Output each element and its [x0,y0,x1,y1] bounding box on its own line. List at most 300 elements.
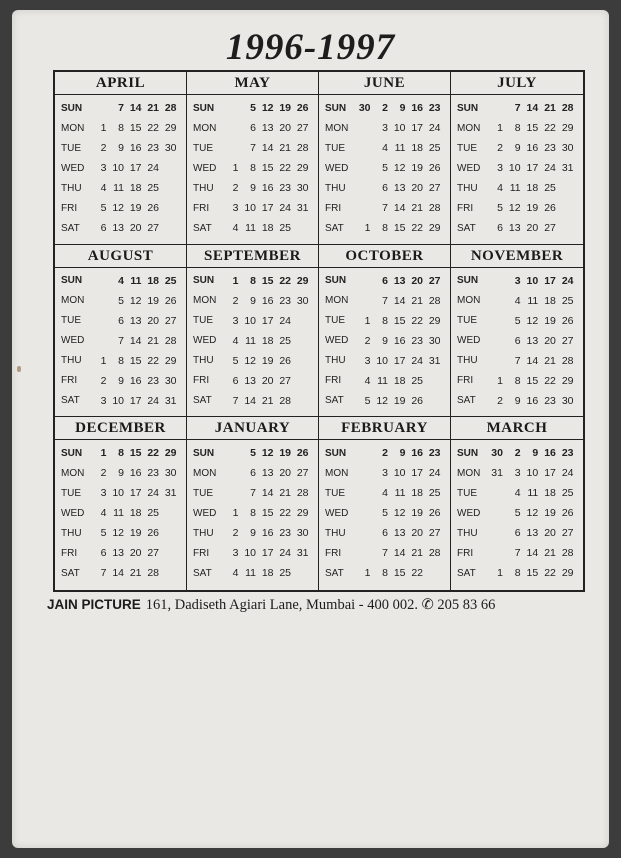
weekday-label: THU [193,527,214,539]
weekday-row [193,331,312,351]
month-april [55,72,187,245]
date-cell: 2 [100,142,107,154]
date-cell: 20 [279,122,291,134]
date-cell: 18 [261,334,274,347]
date-cell: 4 [382,142,388,154]
month-name: NOVEMBER [451,245,583,268]
month-name: MAY [187,72,318,95]
date-cell: 2 [100,374,107,387]
weekday-label: TUE [325,315,345,327]
date-cell: 16 [393,334,406,347]
weekday-row [193,271,312,291]
date-cell: 29 [296,507,309,520]
date-cell: 26 [296,102,309,114]
date-cell: 31 [491,467,503,480]
date-cell: 17 [544,274,556,287]
date-cell: 13 [526,334,539,347]
date-cell: 1 [364,314,371,327]
weekday-label: SAT [325,567,344,579]
date-cell: 30 [164,467,177,480]
weekday-label: SAT [325,222,344,234]
date-cell: 16 [129,374,142,387]
date-cell: 27 [164,314,177,327]
date-cell: 21 [129,567,142,580]
date-cell: 24 [561,274,574,287]
date-cell: 2 [364,334,371,347]
date-cell: 28 [561,102,574,114]
date-cell: 29 [561,122,574,134]
weekday-row [193,483,312,503]
date-cell: 14 [393,547,406,560]
date-cell: 15 [261,274,274,287]
weekday-label: MON [325,122,349,134]
date-cell: 16 [129,467,142,480]
weekday-label: FRI [61,375,78,387]
date-cell: 25 [147,507,159,520]
date-cell: 6 [250,122,256,134]
date-cell: 10 [508,162,521,174]
date-cell: 15 [129,447,142,460]
date-cell: 31 [296,547,309,560]
month-name: JUNE [319,72,450,95]
date-cell: 28 [561,354,574,367]
weekday-row [61,218,180,238]
date-cell: 21 [411,294,423,307]
date-cell: 15 [393,567,406,580]
date-cell: 31 [164,394,177,407]
weekday-label: WED [457,335,481,347]
date-cell: 10 [112,487,124,500]
month-march [451,417,583,590]
date-cell: 29 [164,122,177,134]
month-october [319,245,451,418]
date-cell: 27 [428,274,441,287]
date-cell: 28 [561,547,574,560]
month-june [319,72,451,245]
date-cell: 5 [514,314,521,327]
date-cell: 9 [514,142,521,154]
date-cell: 1 [100,122,107,134]
date-cell: 10 [526,274,539,287]
weekday-row [61,443,180,463]
date-cell: 4 [232,334,239,347]
weekday-label: SAT [325,395,344,407]
weekday-label: TUE [457,487,477,499]
weekday-row [61,543,180,563]
date-cell: 19 [129,202,142,214]
date-cell: 9 [118,467,124,480]
date-cell: 1 [100,447,107,460]
date-cell: 6 [382,182,388,194]
weekday-label: TUE [61,487,81,499]
date-cell: 10 [526,467,539,480]
weekday-label: THU [61,527,82,539]
date-cell: 9 [250,294,256,307]
date-cell: 18 [544,294,556,307]
weekday-row [61,118,180,138]
weekday-row [325,543,444,563]
date-cell: 25 [428,142,441,154]
weekday-label: THU [325,355,346,367]
weekday-row [325,463,444,483]
date-cell: 27 [296,122,309,134]
date-cell: 27 [561,527,574,540]
date-cell: 15 [261,507,274,520]
weekday-label: TUE [193,142,213,154]
date-cell: 23 [561,447,574,460]
date-cell: 17 [261,547,274,560]
ink-spot [17,366,21,372]
date-cell: 7 [118,102,124,114]
date-cell: 25 [428,487,441,500]
date-cell: 18 [147,274,159,287]
date-cell: 30 [296,182,309,194]
date-cell: 24 [561,467,574,480]
date-cell: 29 [164,447,177,460]
date-cell: 12 [526,314,539,327]
month-name: DECEMBER [55,417,186,440]
date-cell: 30 [164,374,177,387]
weekday-label: SUN [325,102,347,114]
date-cell: 20 [526,222,539,234]
month-name: OCTOBER [319,245,450,268]
date-cell: 12 [393,162,406,174]
date-cell: 17 [393,354,406,367]
date-cell: 21 [279,487,291,500]
weekday-row [457,218,577,238]
date-cell: 28 [164,334,177,347]
weekday-label: THU [457,355,478,367]
date-cell: 30 [164,142,177,154]
date-cell: 15 [526,567,539,580]
date-cell: 25 [164,274,177,287]
weekday-row [457,503,577,523]
weekday-row [457,98,577,118]
month-name: MARCH [451,417,583,440]
date-cell: 22 [147,122,159,134]
date-cell: 27 [544,222,556,234]
weekday-label: MON [193,122,217,134]
weekday-row [193,118,312,138]
date-cell: 6 [514,334,521,347]
date-cell: 14 [112,567,124,580]
date-cell: 3 [497,162,503,174]
date-cell: 24 [411,354,423,367]
date-cell: 28 [428,202,441,214]
date-cell: 8 [514,374,521,387]
date-cell: 11 [245,567,256,580]
weekday-row [457,331,577,351]
date-cell: 5 [250,447,256,460]
date-cell: 19 [393,394,406,407]
month-name: FEBRUARY [319,417,450,440]
date-cell: 6 [382,527,388,540]
weekday-label: WED [457,162,481,174]
weekday-label: WED [193,507,217,519]
date-cell: 10 [112,162,124,174]
date-cell: 27 [561,334,574,347]
date-cell: 30 [561,394,574,407]
date-cell: 19 [279,447,291,460]
date-cell: 21 [411,202,423,214]
weekday-row [457,391,577,411]
weekday-label: THU [457,182,478,194]
date-cell: 24 [428,122,441,134]
date-cell: 30 [296,294,309,307]
weekday-row [193,391,312,411]
weekday-label: THU [193,355,214,367]
date-cell: 28 [164,102,177,114]
weekday-row [457,543,577,563]
date-cell: 3 [514,467,521,480]
weekday-label: SAT [61,222,80,234]
date-cell: 29 [561,374,574,387]
weekday-row [325,391,444,411]
date-cell: 23 [147,142,159,154]
weekday-row [457,291,577,311]
weekday-label: FRI [193,375,210,387]
weekday-row [325,351,444,371]
date-cell: 14 [261,487,274,500]
month-may [187,72,319,245]
date-cell: 20 [544,527,556,540]
weekday-row [61,563,180,583]
weekday-row [325,443,444,463]
date-cell: 2 [232,294,239,307]
weekday-label: MON [457,122,481,134]
weekday-row [325,291,444,311]
weekday-label: MON [193,295,217,307]
date-cell: 14 [129,102,142,114]
date-cell: 19 [411,162,423,174]
date-cell: 8 [382,222,388,234]
weekday-row [457,563,577,583]
weekday-label: WED [61,507,85,519]
date-cell: 25 [411,374,423,387]
date-cell: 27 [147,222,159,234]
weekday-row [325,218,444,238]
weekday-row [61,371,180,391]
weekday-label: SUN [193,102,215,114]
date-cell: 5 [250,102,256,114]
date-cell: 12 [526,507,539,520]
date-cell: 6 [100,547,107,560]
date-cell: 10 [393,467,406,480]
date-cell: 1 [497,374,503,387]
date-cell: 26 [428,507,441,520]
month-january [187,417,319,590]
date-cell: 5 [497,202,503,214]
date-cell: 8 [250,274,256,287]
weekday-label: THU [325,182,346,194]
date-cell: 29 [296,274,309,287]
date-cell: 12 [508,202,521,214]
publisher-footer [47,597,607,614]
date-cell: 11 [245,222,256,234]
date-cell: 10 [393,122,406,134]
date-cell: 2 [232,527,239,540]
weekday-row [61,198,180,218]
date-cell: 16 [411,447,423,460]
weekday-label: SUN [61,447,83,459]
weekday-label: SAT [61,567,80,579]
month-name: APRIL [55,72,186,95]
date-cell: 20 [279,467,291,480]
date-cell: 31 [428,354,441,367]
month-february [319,417,451,590]
date-cell: 17 [261,202,274,214]
weekday-row [325,523,444,543]
date-cell: 7 [382,202,388,214]
weekday-label: FRI [193,547,210,559]
weekday-row [61,271,180,291]
date-cell: 31 [296,202,309,214]
date-cell: 23 [279,182,291,194]
date-cell: 28 [296,142,309,154]
weekday-row [193,443,312,463]
date-cell: 13 [244,374,256,387]
weekday-row [457,118,577,138]
weekday-label: SAT [457,567,476,579]
weekday-row [193,138,312,158]
date-cell: 9 [118,142,124,154]
date-cell: 21 [544,547,556,560]
date-cell: 2 [497,394,503,407]
date-cell: 6 [497,222,503,234]
month-name: SEPTEMBER [187,245,318,268]
weekday-label: MON [61,295,85,307]
weekday-row [457,463,577,483]
date-cell: 4 [514,294,521,307]
weekday-row [61,483,180,503]
weekday-row [457,371,577,391]
date-cell: 7 [382,294,388,307]
date-cell: 5 [382,162,388,174]
weekday-row [325,563,444,583]
weekday-label: WED [325,507,349,519]
date-cell: 3 [364,354,371,367]
date-cell: 24 [147,162,159,174]
date-cell: 19 [279,102,291,114]
date-cell: 13 [261,467,274,480]
weekday-label: WED [61,162,85,174]
date-cell: 16 [261,294,274,307]
date-cell: 6 [232,374,239,387]
date-cell: 15 [393,222,406,234]
weekday-label: FRI [325,375,342,387]
date-cell: 22 [279,507,291,520]
date-cell: 17 [411,467,423,480]
date-cell: 14 [526,102,539,114]
date-cell: 1 [232,274,239,287]
date-cell: 30 [296,527,309,540]
date-cell: 3 [232,202,239,214]
date-cell: 5 [364,394,371,407]
date-cell: 9 [399,447,406,460]
date-cell: 12 [112,527,124,540]
date-cell: 22 [279,162,291,174]
date-cell: 25 [544,182,556,194]
date-cell: 17 [261,314,274,327]
weekday-row [325,138,444,158]
date-cell: 24 [279,202,291,214]
date-cell: 24 [279,314,291,327]
weekday-label: WED [61,335,85,347]
weekday-label: THU [325,527,346,539]
weekday-row [457,178,577,198]
weekday-label: FRI [325,202,342,214]
date-cell: 25 [147,182,159,194]
date-cell: 1 [364,222,371,234]
date-cell: 4 [364,374,371,387]
date-cell: 28 [279,394,291,407]
weekday-row [61,391,180,411]
date-cell: 3 [100,162,107,174]
date-cell: 1 [497,567,503,580]
weekday-label: TUE [193,315,213,327]
weekday-label: SUN [457,447,479,459]
date-cell: 20 [544,334,556,347]
date-cell: 30 [358,102,371,114]
date-cell: 5 [100,527,107,540]
date-cell: 12 [261,447,274,460]
weekday-row [193,178,312,198]
date-cell: 2 [232,182,239,194]
date-cell: 27 [147,547,159,560]
date-cell: 25 [561,487,574,500]
month-december [55,417,187,590]
weekday-label: SUN [325,447,347,459]
date-cell: 2 [497,142,503,154]
weekday-row [193,351,312,371]
weekday-label: SAT [457,222,476,234]
date-cell: 9 [118,374,124,387]
date-cell: 2 [514,447,521,460]
date-cell: 2 [100,467,107,480]
months-grid [53,70,585,592]
weekday-row [193,311,312,331]
weekday-label: TUE [457,142,477,154]
date-cell: 23 [428,102,441,114]
weekday-row [325,331,444,351]
date-cell: 19 [129,527,142,540]
weekday-label: FRI [61,547,78,559]
date-cell: 19 [147,294,159,307]
date-cell: 28 [147,567,159,580]
date-cell: 10 [244,314,256,327]
date-cell: 18 [261,222,274,234]
weekday-label: THU [193,182,214,194]
month-july [451,72,583,245]
weekday-row [325,178,444,198]
date-cell: 11 [527,487,539,500]
weekday-label: SAT [61,395,80,407]
weekday-row [61,158,180,178]
date-cell: 25 [561,294,574,307]
date-cell: 1 [232,507,239,520]
weekday-row [457,198,577,218]
date-cell: 13 [261,122,274,134]
date-cell: 3 [232,547,239,560]
date-cell: 22 [147,354,159,367]
date-cell: 9 [250,182,256,194]
weekday-label: TUE [325,142,345,154]
date-cell: 25 [279,567,291,580]
date-cell: 28 [428,547,441,560]
date-cell: 18 [544,487,556,500]
date-cell: 6 [382,274,388,287]
date-cell: 14 [244,394,256,407]
